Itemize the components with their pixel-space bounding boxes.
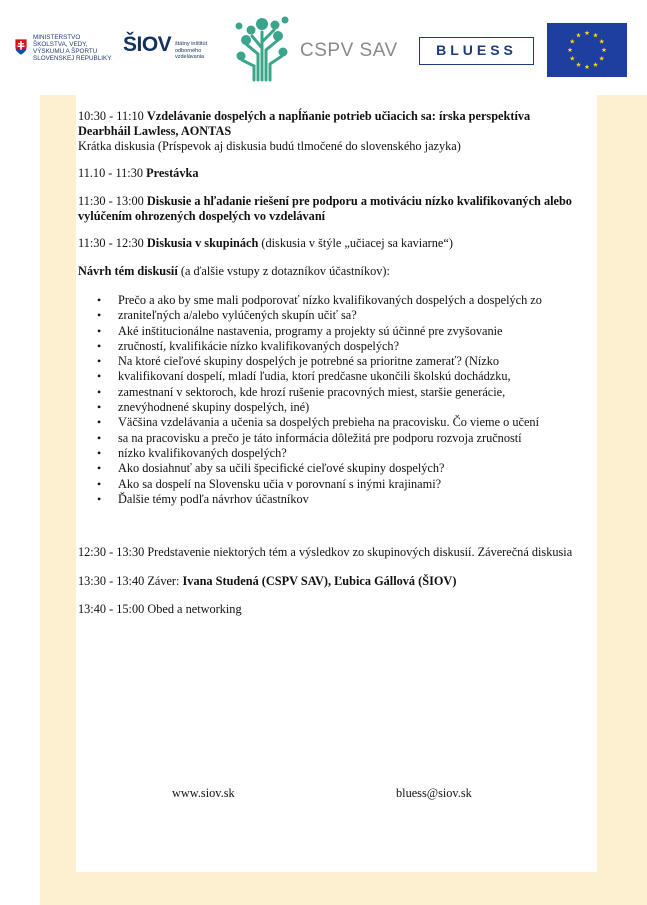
session-6-time: 13:30 - 13:40	[78, 574, 145, 589]
cream-frame-bottom	[40, 872, 647, 905]
session-1-heading	[78, 109, 588, 124]
session-2-title: Prestávka	[146, 166, 199, 180]
header-logos	[0, 0, 647, 95]
session-3-time: 11:30 - 13:00	[78, 194, 144, 208]
session-1-note: Krátka diskusia (Príspevok aj diskusia budú tlmočené do slovenského jazyka)	[78, 139, 461, 153]
list-item: • Na ktoré cieľové skupiny dospelých je potrebné sa prioritne zamerať? (Nízko	[97, 354, 588, 369]
list-item: • Väčšina vzdelávania a učenia sa dospelých prebieha na pracovisku. Čo vieme o učení	[97, 415, 588, 430]
session-6	[78, 574, 588, 589]
session-1-title: Vzdelávanie dospelých a napĺňanie potrieb učiacich sa: írska perspektíva	[146, 109, 531, 123]
session-4-note: (diskusia v štýle „učiacej sa kaviarne“)	[261, 236, 453, 250]
list-item: • Aké inštitucionálne nastavenia, programy a projekty sú účinné pre zvyšovanie	[97, 324, 588, 339]
session-7-time: 13:40 - 15:00	[78, 602, 145, 617]
tree-logo-icon	[234, 14, 290, 82]
topics-heading	[78, 264, 588, 279]
siov-sub-line-1: štátny inštitút	[175, 41, 208, 47]
siov-logo	[123, 33, 223, 73]
ministry-line-1: MINISTERSTVO	[33, 34, 81, 41]
siov-subtitle	[175, 41, 207, 61]
session-7-text: Obed a networking	[147, 602, 242, 617]
cream-frame-right	[597, 95, 647, 872]
footer-website-link[interactable]: www.siov.sk	[172, 786, 235, 800]
ministry-line-2: ŠKOLSTVA, VEDY,	[33, 41, 88, 48]
session-4	[78, 236, 588, 251]
list-item: • zraniteľných a/alebo vylúčených skupín učiť sa?	[97, 308, 588, 323]
ministry-line-4: SLOVENSKEJ REPUBLIKY	[33, 55, 112, 62]
list-item: • nízko kvalifikovaných dospelých?	[97, 446, 588, 461]
eu-flag-icon	[547, 23, 627, 77]
session-2-time: 11.10 - 11:30	[78, 166, 144, 180]
session-3	[78, 194, 588, 224]
list-item: • Ako sa dospelí na Slovensku učia v porovnaní s inými krajinami?	[97, 477, 588, 492]
session-5-time: 12:30 - 13:30	[78, 545, 145, 560]
list-item: • zamestnaní v sektoroch, kde hrozí rušenie pracovných miest, staršie generácie,	[97, 385, 588, 400]
topics-title: Návrh tém diskusií	[78, 264, 178, 278]
ministry-name	[33, 34, 111, 62]
ministry-line-3: VÝSKUMU A ŠPORTU	[33, 48, 98, 55]
session-2	[78, 166, 588, 181]
topics-note: (a ďalšie vstupy z dotazníkov účastníkov):	[180, 264, 390, 278]
bluess-logo: BLUESS	[419, 37, 534, 65]
slovak-crest-icon	[14, 38, 28, 56]
session-5	[78, 545, 588, 560]
session-1	[78, 109, 588, 154]
session-6-label: Záver:	[147, 574, 180, 589]
cspv-sav-logo: CSPV SAV	[300, 40, 398, 61]
list-item: • kvalifikovaní dospelí, mladí ľudia, ktorí predčasne ukončili školskú dochádzku,	[97, 369, 588, 384]
siov-wordmark: ŠIOV	[123, 33, 172, 56]
list-item: • sa na pracovisku a prečo je táto informácia dôležitá pre podporu rozvoja zručností	[97, 431, 588, 446]
session-6-speakers: Ivana Studená (CSPV SAV), Ľubica Gállová (ŠIOV)	[182, 574, 457, 589]
program-content	[78, 109, 588, 629]
topics-list	[97, 293, 588, 507]
session-7	[78, 602, 588, 617]
list-item: • Ako dosiahnuť aby sa učili špecifické cieľové skupiny dospelých?	[97, 461, 588, 476]
list-item: • znevýhodnené skupiny dospelých, iné)	[97, 400, 588, 415]
session-4-title: Diskusia v skupinách	[146, 236, 259, 250]
footer-email-link[interactable]: bluess@siov.sk	[396, 786, 472, 800]
list-item: • Ďalšie témy podľa návrhov účastníkov	[97, 492, 588, 507]
cream-frame-left	[40, 95, 76, 872]
siov-sub-line-2: odborného	[175, 47, 202, 54]
session-1-time: 10:30 - 11:10	[78, 109, 144, 123]
siov-sub-line-3: vzdelávania	[175, 54, 205, 60]
ministry-logo	[14, 34, 114, 74]
list-item: • zručností, kvalifikácie nízko kvalifikovaných dospelých?	[97, 339, 588, 354]
session-4-time: 11:30 - 12:30	[78, 236, 144, 250]
list-item: • Prečo a ako by sme mali podporovať nízko kvalifikovaných dospelých a dospelých zo	[97, 293, 588, 308]
session-1-speaker: Dearbháil Lawless, AONTAS	[78, 124, 232, 138]
session-5-text: Predstavenie niektorých tém a výsledkov zo skupinových diskusií. Záverečná diskusia	[147, 545, 573, 560]
session-3-title: Diskusie a hľadanie riešení pre podporu a motiváciu nízko kvalifikovaných alebo vylúčením ohrozených dospelých vo vzdelávaní	[78, 194, 572, 223]
